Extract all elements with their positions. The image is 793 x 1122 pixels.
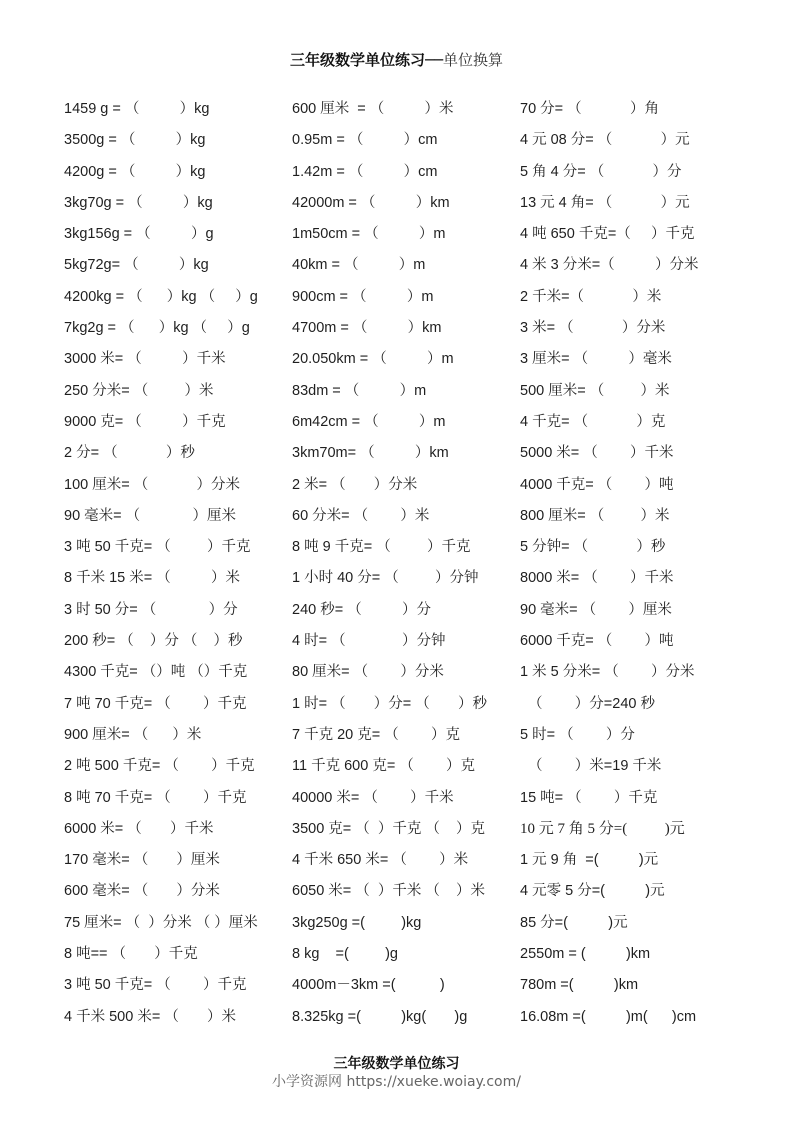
exercise-item: 6m42cm = （ ）m (292, 413, 446, 430)
exercise-item: 9000 克= （ ）千克 (64, 413, 226, 430)
exercise-item: 4300 千克= （）吨 （）千克 (64, 664, 248, 681)
exercise-item: 8 吨== （ ）千克 (64, 946, 198, 963)
exercise-item: 4 千米 650 米= （ ）米 (292, 852, 469, 869)
exercise-item: 5kg72g= （ ）kg (64, 257, 209, 274)
exercise-item: 7 吨 70 千克= （ ）千克 (64, 695, 247, 712)
exercise-item: 3 厘米= （ ）毫米 (520, 351, 672, 368)
exercise-item: 85 分=( )元 (520, 914, 628, 931)
exercise-item: 4200g = （ ）kg (64, 163, 206, 180)
exercise-item: 4 时= （ ）分钟 (292, 633, 446, 650)
exercise-item: 70 分= （ ）角 (520, 101, 659, 117)
exercise-item: 3 吨 50 千克= （ ）千克 (64, 539, 251, 556)
exercise-item: 90 毫米= （ ）厘米 (64, 507, 237, 524)
exercise-item: 10 元 7 角 5 分=( )元 (520, 820, 685, 837)
exercise-item: 4 吨 650 千克=（ ）千克 (520, 226, 695, 243)
exercise-item: 6000 千克= （ ）吨 (520, 633, 674, 650)
exercise-item: 40km = （ ）m (292, 257, 426, 274)
exercise-item: 13 元 4 角= （ ）元 (520, 194, 690, 211)
exercise-item: 600 厘米 = （ ）米 (292, 101, 454, 117)
document-title (0, 49, 793, 70)
exercise-item: 6050 米= （ ）千米 （ ）米 (292, 883, 485, 900)
exercise-item: 16.08m =( )m( )cm (520, 1008, 697, 1025)
exercise-item: 800 厘米= （ ）米 (520, 507, 670, 524)
exercise-item: 8.325kg =( )kg( )g (292, 1008, 468, 1025)
exercise-item: 20.050km = （ ）m (292, 351, 454, 368)
exercise-item: 600 毫米= （ ）分米 (64, 883, 220, 900)
exercise-item: 5000 米= （ ）千米 (520, 445, 674, 462)
exercise-item: 8 吨 9 千克= （ ）千克 (292, 539, 471, 556)
footer-source-link[interactable]: 小学资源网 https://xueke.woiay.com/ (272, 1074, 521, 1090)
exercise-item: 4 千米 500 米= （ ）米 (64, 1008, 237, 1025)
exercise-item: 5 分钟= （ ）秒 (520, 539, 666, 556)
exercise-item: 2 分= （ ）秒 (64, 445, 195, 462)
title-sub: 单位换算 (443, 51, 504, 69)
exercise-item: 4 千克= （ ）克 (520, 413, 666, 430)
exercise-item: 7 千克 20 克= （ ）克 (292, 726, 461, 743)
exercise-item: 2 吨 500 千克= （ ）千克 (64, 758, 255, 775)
exercise-item: 4 米 3 分米=（ ）分米 (520, 257, 699, 274)
exercise-item: 1459 g = （ ）kg (64, 101, 210, 117)
exercise-item: 3km70m= （ ）km (292, 445, 449, 462)
exercise-item: 0.95m = （ ）cm (292, 132, 438, 149)
exercise-item: 3500g = （ ）kg (64, 132, 206, 149)
exercise-item: 7kg2g = （ ）kg （ ）g (64, 320, 250, 337)
exercise-item: 4 元 08 分= （ ）元 (520, 132, 690, 149)
exercise-item: 5 角 4 分= （ ）分 (520, 163, 682, 180)
exercise-item: 80 厘米= （ ）分米 (292, 664, 444, 681)
exercise-item: 2 米= （ ）分米 (292, 476, 418, 493)
exercise-item: 4700m = （ ）km (292, 320, 442, 337)
exercise-item: 4000 千克= （ ）吨 (520, 476, 674, 493)
exercise-column-2 (292, 98, 487, 1037)
exercise-item: 3kg250g =( )kg (292, 914, 422, 931)
exercise-item: 8 kg =( )g (292, 946, 398, 963)
exercise-item: 3000 米= （ ）千米 (64, 351, 226, 368)
exercise-item: 3kg156g = （ ）g (64, 226, 214, 243)
exercise-item: 42000m = （ ）km (292, 194, 450, 211)
exercise-item: 3 时 50 分= （ ）分 (64, 601, 238, 618)
exercise-column-1 (64, 98, 258, 1037)
exercise-item: 4200kg = （ ）kg （ ）g (64, 288, 258, 305)
exercise-item: 900cm = （ ）m (292, 288, 434, 305)
exercise-item: （ ）米=19 千米 (520, 758, 662, 775)
exercise-item: 60 分米= （ ）米 (292, 507, 430, 524)
exercise-item: 1 米 5 分米= （ ）分米 (520, 664, 695, 681)
exercise-item: 15 吨= （ ）千克 (520, 789, 658, 806)
exercise-item: 6000 米= （ ）千米 (64, 820, 214, 837)
exercise-item: 3kg70g = （ ）kg (64, 194, 213, 211)
exercise-item: 500 厘米= （ ）米 (520, 382, 670, 399)
exercise-item: 2550m = ( )km (520, 946, 651, 963)
title-main: 三年级数学单位练习── (289, 51, 444, 69)
exercise-item: 4000m－3km =( ) (292, 977, 445, 994)
exercise-item: 170 毫米= （ ）厘米 (64, 852, 220, 869)
exercise-item: 780m =( )km (520, 977, 639, 994)
exercise-item: 1.42m = （ ）cm (292, 163, 438, 180)
exercise-item: 3 吨 50 千克= （ ）千克 (64, 977, 247, 994)
exercise-item: 40000 米= （ ）千米 (292, 789, 454, 806)
exercise-item: （ ）分=240 秒 (520, 695, 655, 712)
exercise-item: 1 元 9 角 =( )元 (520, 852, 659, 869)
exercise-item: 1 时= （ ）分= （ ）秒 (292, 695, 487, 712)
exercise-item: 83dm = （ ）m (292, 382, 427, 399)
exercise-item: 11 千克 600 克= （ ）克 (292, 758, 476, 775)
exercise-item: 100 厘米= （ ）分米 (64, 476, 241, 493)
exercise-item: 8000 米= （ ）千米 (520, 570, 674, 587)
exercise-item: 1m50cm = （ ）m (292, 226, 446, 243)
exercise-item: 240 秒= （ ）分 (292, 601, 432, 618)
exercise-item: 8 千米 15 米= （ ）米 (64, 570, 241, 587)
exercise-item: 200 秒= （ ）分 （ ）秒 (64, 633, 243, 650)
exercise-item: 5 时= （ ）分 (520, 726, 635, 743)
exercise-column-3 (520, 98, 698, 1037)
exercise-item: 75 厘米= （ ）分米 （ ）厘米 (64, 914, 258, 931)
exercise-item: 3 米= （ ）分米 (520, 320, 666, 337)
footer-title: 三年级数学单位练习 (333, 1056, 460, 1072)
exercise-item: 3500 克= （ ）千克 （ ）克 (292, 820, 485, 837)
exercise-item: 250 分米= （ ）米 (64, 382, 214, 399)
exercise-item: 1 小时 40 分= （ ）分钟 (292, 570, 479, 587)
exercise-item: 4 元零 5 分=( )元 (520, 883, 665, 900)
exercise-item: 8 吨 70 千克= （ ）千克 (64, 789, 247, 806)
exercise-item: 900 厘米= （ ）米 (64, 726, 202, 743)
exercise-item: 2 千米=（ ）米 (520, 288, 662, 305)
exercise-item: 90 毫米= （ ）厘米 (520, 601, 672, 618)
